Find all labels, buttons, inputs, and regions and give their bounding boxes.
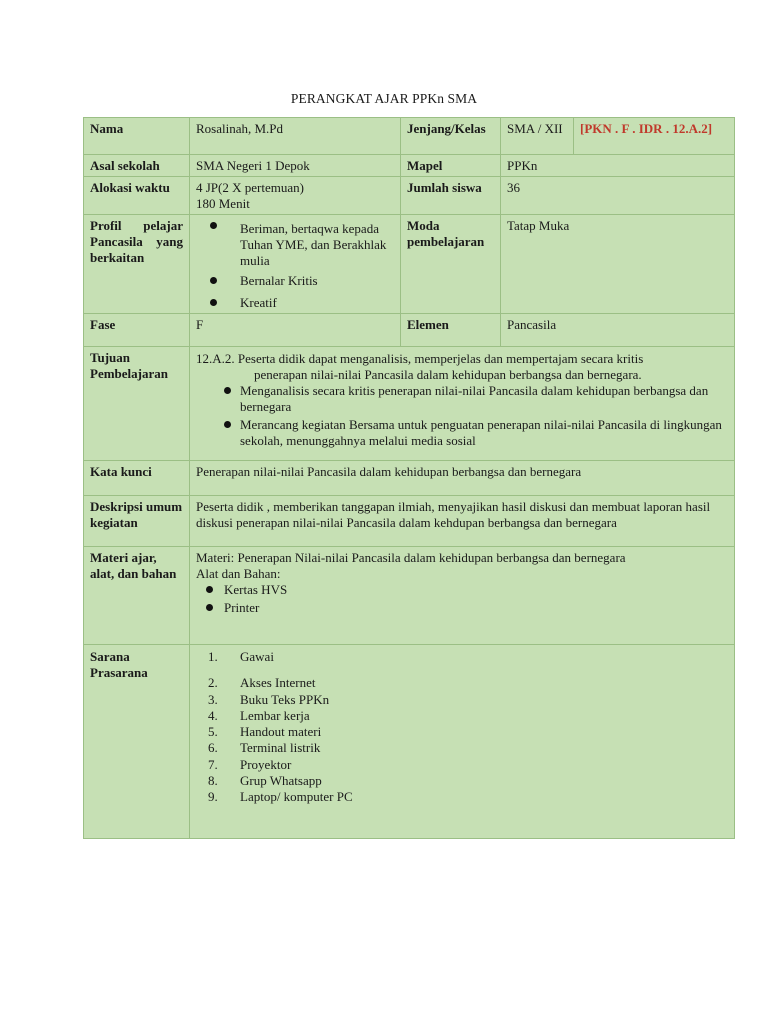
label-jenjang: Jenjang/Kelas (401, 118, 501, 155)
tujuan-item: Menganalisis secara kritis penerapan nilai-nilai Pancasila dalam kehidupan berbangsa dan bernegara (210, 383, 728, 415)
bullet-icon (224, 421, 231, 428)
bullet-icon (224, 387, 231, 394)
value-jenjang: SMA / XII (501, 118, 574, 155)
value-materi (190, 547, 735, 645)
row-materi (84, 547, 735, 645)
value-nama: Rosalinah, M.Pd (190, 118, 401, 155)
row-deskripsi (84, 496, 735, 547)
row-nama (84, 118, 735, 155)
lesson-plan-table (83, 117, 735, 839)
value-kata-kunci: Penerapan nilai-nilai Pancasila dalam kehidupan berbangsa dan bernegara (190, 461, 735, 496)
alat-bahan-list (196, 582, 728, 616)
sarana-list (196, 649, 728, 806)
value-profil (190, 215, 401, 314)
label-alokasi: Alokasi waktu (84, 177, 190, 215)
profil-list (196, 218, 394, 311)
row-sarana (84, 645, 735, 839)
sarana-item: 1. Gawai (208, 649, 274, 664)
bullet-icon (210, 277, 217, 284)
sarana-item: 3. Buku Teks PPKn (208, 691, 330, 707)
tujuan-item: Merancang kegiatan Bersama untuk penguatan penerapan nilai-nilai Pancasila di lingkungan sekolah, menunggahnya melalui media sosial (210, 415, 728, 449)
label-fase: Fase (84, 314, 190, 347)
label-elemen: Elemen (401, 314, 501, 347)
value-fase: F (190, 314, 401, 347)
sarana-item: 4. Lembar kerja (208, 707, 310, 723)
row-alokasi (84, 177, 735, 215)
document-title: PERANGKAT AJAR PPKn SMA (290, 91, 478, 106)
value-alokasi (190, 177, 401, 215)
row-kata-kunci (84, 461, 735, 496)
label-tujuan: Tujuan Pembelajaran (84, 347, 190, 461)
curriculum-code: [PKN . F . IDR . 12.A.2] (574, 118, 735, 155)
materi-text: Materi: Penerapan Nilai-nilai Pancasila dalam kehidupan berbangsa dan bernegara (196, 550, 626, 565)
sarana-item: 5. Handout materi (208, 724, 322, 740)
label-mapel: Mapel (401, 155, 501, 177)
tujuan-intro-cont: penerapan nilai-nilai Pancasila dalam kehidupan berbangsa dan bernegara. (254, 367, 642, 382)
sarana-item: 7. Proyektor (208, 756, 292, 772)
bullet-icon (210, 299, 217, 306)
value-jumlah: 36 (501, 177, 735, 215)
value-mapel: PPKn (501, 155, 735, 177)
value-sarana (190, 645, 735, 839)
label-sarana: Sarana Prasarana (84, 645, 190, 839)
alokasi-jp: 4 JP(2 X pertemuan) (196, 180, 304, 195)
profil-item: Kreatif (196, 289, 394, 311)
sarana-item: 2. Akses Internet (208, 675, 316, 691)
label-profil: Profil pelajar Pancasila yang berkaitan (84, 215, 190, 314)
label-deskripsi: Deskripsi umum kegiatan (84, 496, 190, 547)
bullet-icon (206, 604, 213, 611)
sarana-item: 9. Laptop/ komputer PC (208, 789, 353, 805)
profil-item: Bernalar Kritis (196, 269, 394, 289)
label-kata-kunci: Kata kunci (84, 461, 190, 496)
value-tujuan (190, 347, 735, 461)
label-asal: Asal sekolah (84, 155, 190, 177)
profil-item: Beriman, bertaqwa kepada Tuhan YME, dan Berakhlak mulia (196, 218, 394, 269)
tujuan-list (210, 383, 728, 449)
row-profil (84, 215, 735, 314)
bullet-icon (210, 222, 217, 229)
alokasi-menit: 180 Menit (196, 196, 250, 211)
alat-item: Kertas HVS (196, 582, 728, 598)
label-materi: Materi ajar, alat, dan bahan (84, 547, 190, 645)
value-elemen: Pancasila (501, 314, 735, 347)
row-asal (84, 155, 735, 177)
value-moda: Tatap Muka (501, 215, 735, 314)
label-moda: Moda pembelajaran (401, 215, 501, 314)
tujuan-intro: 12.A.2. Peserta didik dapat menganalisis, memperjelas dan mempertajam secara kritis (196, 351, 644, 366)
value-deskripsi: Peserta didik , memberikan tanggapan ilmiah, menyajikan hasil diskusi dan membuat laporan hasil diskusi penerapan nilai-nilai Pancasila dalam kehdupan berbangsa dan bernegara (190, 496, 735, 547)
row-fase (84, 314, 735, 347)
sarana-item: 8. Grup Whatsapp (208, 773, 322, 789)
row-tujuan (84, 347, 735, 461)
bullet-icon (206, 586, 213, 593)
label-jumlah: Jumlah siswa (401, 177, 501, 215)
sarana-item: 6. Terminal listrik (208, 740, 321, 756)
alat-item: Printer (196, 598, 728, 616)
label-nama: Nama (84, 118, 190, 155)
value-asal: SMA Negeri 1 Depok (190, 155, 401, 177)
alat-bahan-heading: Alat dan Bahan: (196, 566, 281, 581)
